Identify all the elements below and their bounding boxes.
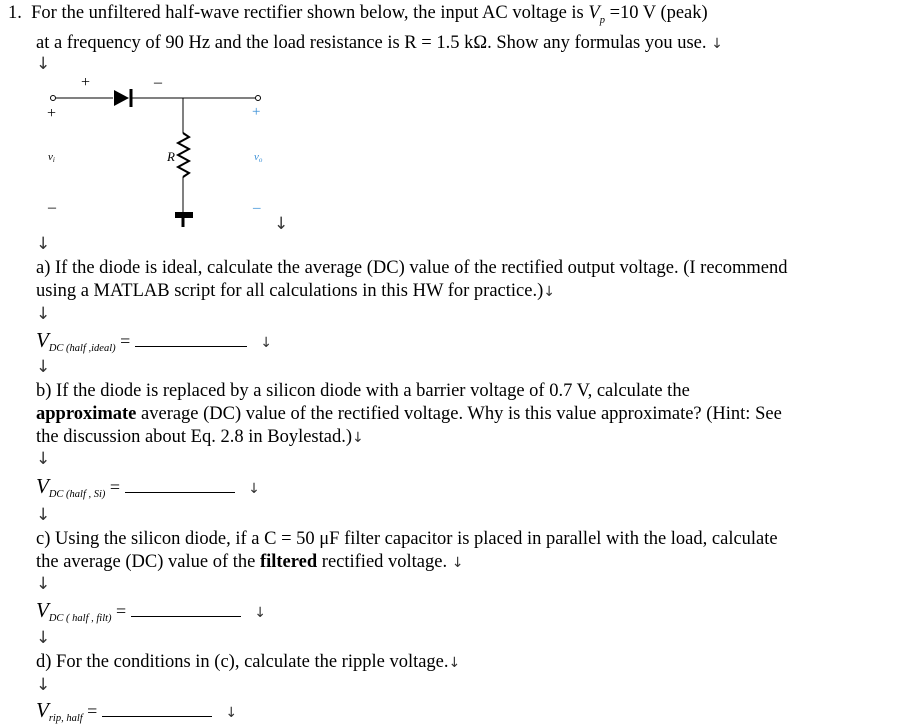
eq-a-subscript: DC (half ,ideal) xyxy=(48,343,116,354)
return-mark-icon: ↓ xyxy=(36,54,51,74)
return-mark-icon: ↓ xyxy=(36,628,51,648)
part-c-text-2: rectified voltage. xyxy=(317,552,448,572)
intro-text-2: at a frequency of 90 Hz and the load resistance is R = 1.5 kΩ. Show any formulas you use. xyxy=(36,33,707,53)
diode-minus-label: – xyxy=(154,74,162,91)
part-c-bold: filtered xyxy=(259,552,318,572)
diode-plus-label: + xyxy=(81,74,91,91)
vo-label: vo xyxy=(254,151,263,164)
answer-a-blank[interactable] xyxy=(135,332,247,347)
eq-b-sign: = xyxy=(109,477,121,497)
part-c-text: the average (DC) value of the xyxy=(36,552,260,572)
eq-b-subscript: DC (half , Si) xyxy=(48,489,106,500)
input-terminal-top xyxy=(51,96,56,101)
return-mark-icon: ↓ xyxy=(36,675,51,695)
return-mark-icon: ↓ xyxy=(711,36,723,52)
return-mark-icon: ↓ xyxy=(248,481,260,497)
part-d-equation xyxy=(36,698,237,723)
diode-icon xyxy=(114,90,129,106)
eq-d-sign: = xyxy=(87,701,98,721)
part-b-line3 xyxy=(36,426,364,449)
vi-label: vi xyxy=(48,151,55,164)
part-a-text: using a MATLAB script for all calculations in this HW for practice.) xyxy=(36,281,544,301)
output-plus-label: + xyxy=(252,104,261,120)
resistor-icon xyxy=(178,133,189,177)
output-minus-label: – xyxy=(253,200,261,216)
part-a-line2 xyxy=(36,280,555,303)
answer-b-blank[interactable] xyxy=(125,478,235,493)
input-plus-label: + xyxy=(47,105,57,122)
eq-c-sign: = xyxy=(116,601,127,621)
return-mark-icon: ↓ xyxy=(36,449,51,469)
part-c-line2 xyxy=(36,551,463,574)
input-minus-label: – xyxy=(48,199,56,216)
problem-number: 1. xyxy=(8,3,22,23)
part-b-line2 xyxy=(36,403,782,425)
part-a-line1: a) If the diode is ideal, calculate the average (DC) value of the rectified output voltage. (I recommend xyxy=(36,258,788,278)
return-mark-icon: ↓ xyxy=(274,214,289,234)
part-b-text: average (DC) value of the rectified voltage. Why is this value approximate? (Hint: See xyxy=(136,404,782,424)
eq-a-variable: V xyxy=(36,328,49,352)
part-d-line1 xyxy=(36,651,460,674)
ground-icon xyxy=(175,212,193,218)
eq-c-subscript: DC ( half , filt) xyxy=(48,613,112,624)
answer-d-blank[interactable] xyxy=(102,702,212,717)
return-mark-icon: ↓ xyxy=(260,335,273,351)
return-mark-icon: ↓ xyxy=(352,430,364,446)
return-mark-icon: ↓ xyxy=(451,555,464,571)
return-mark-icon: ↓ xyxy=(36,234,51,254)
vp-subscript: p xyxy=(599,15,605,26)
part-b-bold: approximate xyxy=(36,404,137,424)
intro-text: For the unfiltered half-wave rectifier shown below, the input AC voltage is xyxy=(31,3,584,23)
part-d-text: d) For the conditions in (c), calculate the ripple voltage. xyxy=(36,652,449,672)
output-terminal-top xyxy=(256,96,261,101)
return-mark-icon: ↓ xyxy=(36,574,51,594)
eq-a-sign: = xyxy=(120,331,131,351)
eq-c-variable: V xyxy=(36,598,49,622)
vp-variable: V xyxy=(588,3,600,23)
r-label: R xyxy=(167,149,175,164)
part-b-equation xyxy=(36,474,260,499)
return-mark-icon: ↓ xyxy=(36,357,51,377)
part-c-line1: c) Using the silicon diode, if a C = 50 μF filter capacitor is placed in parallel with the load, calculate xyxy=(36,529,778,549)
return-mark-icon: ↓ xyxy=(543,284,555,300)
vp-value: =10 V (peak) xyxy=(609,3,708,23)
return-mark-icon: ↓ xyxy=(254,605,266,621)
circuit-diagram xyxy=(0,0,910,240)
part-c-equation xyxy=(36,598,266,623)
eq-d-variable: V xyxy=(36,698,49,722)
answer-c-blank[interactable] xyxy=(131,602,241,617)
return-mark-icon: ↓ xyxy=(225,705,238,721)
return-mark-icon: ↓ xyxy=(36,505,51,525)
return-mark-icon: ↓ xyxy=(36,304,51,324)
part-b-text-3: the discussion about Eq. 2.8 in Boylestad.) xyxy=(36,427,353,447)
part-a-equation xyxy=(36,328,272,353)
return-mark-icon: ↓ xyxy=(448,655,461,671)
eq-b-variable: V xyxy=(36,474,49,498)
part-b-line1: b) If the diode is replaced by a silicon diode with a barrier voltage of 0.7 V, calculate the xyxy=(36,381,690,401)
eq-d-subscript: rip, half xyxy=(48,713,83,724)
